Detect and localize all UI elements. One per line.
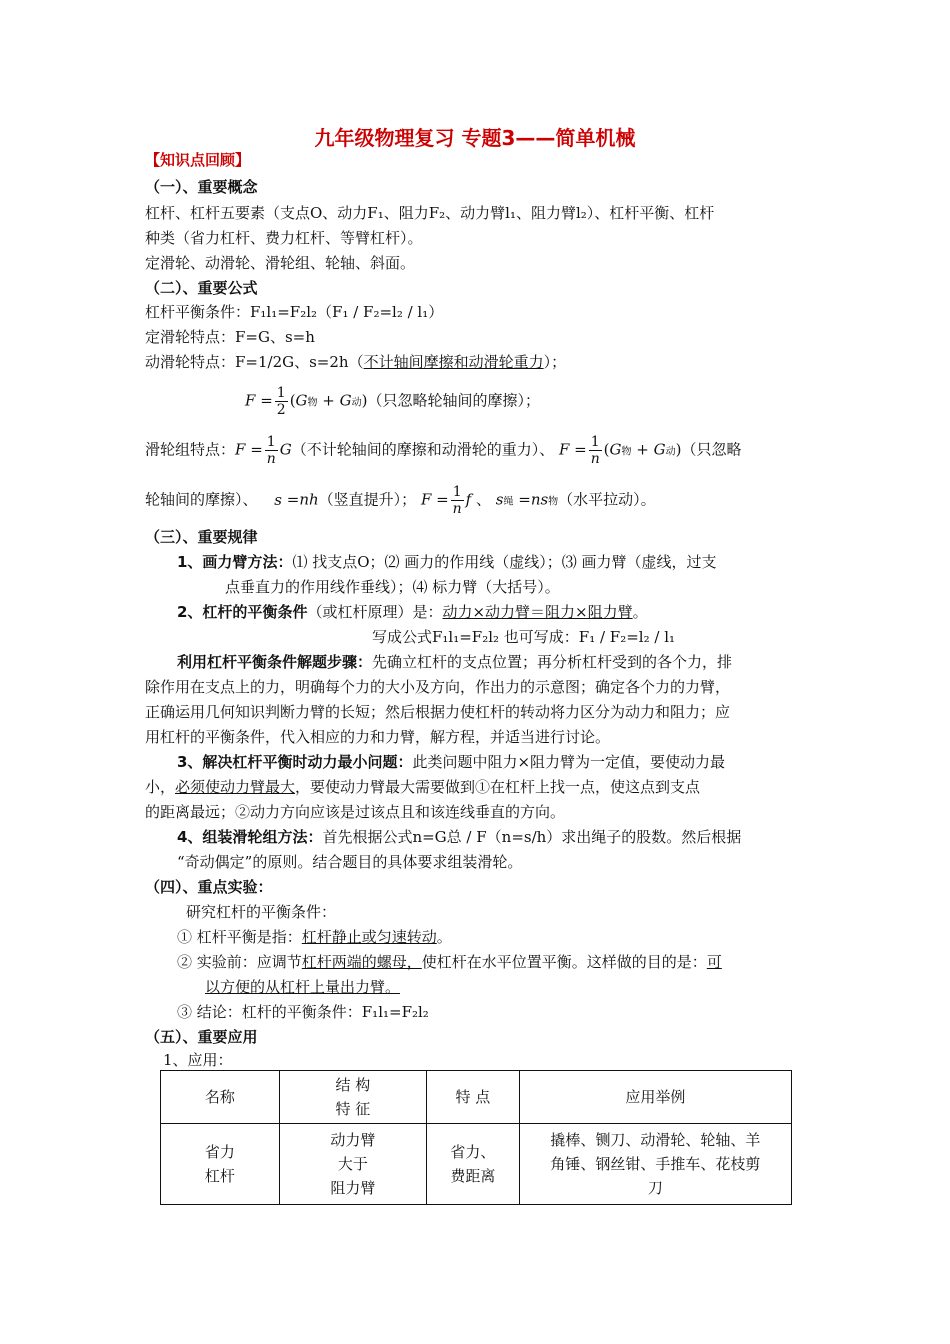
pulley-group-formula: 滑轮组特点：F = $\frac{1}{n}$ G（不计轮轴间的摩擦和动滑轮的重力）、 F = $\frac{1}{n}$ (G物 + G动)（只忽略 bbox=[145, 434, 742, 467]
rule-2-end: 。 bbox=[632, 603, 648, 621]
group-note-2: （只忽略 bbox=[681, 440, 742, 459]
section-2-heading: （二）、重要公式 bbox=[145, 279, 258, 297]
fixed-pulley-formula: 定滑轮特点：F=G、s=h bbox=[145, 328, 315, 346]
rule-2-label: 2、杠杆的平衡条件 bbox=[177, 603, 308, 621]
rule-4 bbox=[177, 827, 741, 847]
movable-pulley-formula bbox=[145, 352, 566, 372]
rule-2-formula-words: 动力×动力臂＝阻力×阻力臂 bbox=[442, 603, 633, 621]
page-title: 九年级物理复习 专题3——简单机械 bbox=[314, 126, 636, 150]
rule-4-line-2: “奇动偶定”的原则。结合题目的具体要求组装滑轮。 bbox=[177, 853, 523, 871]
concepts-line-3: 定滑轮、动滑轮、滑轮组、轮轴、斜面。 bbox=[145, 254, 416, 272]
experiment-item-1 bbox=[177, 927, 452, 947]
movable-condition: 不计轴间摩擦和动滑轮重力 bbox=[363, 353, 544, 371]
steps-text-1: 先确立杠杆的支点位置；再分析杠杆受到的各个力，排 bbox=[372, 653, 733, 671]
table-header-cell: 特 点 bbox=[427, 1071, 520, 1124]
group-cont: 轮轴间的摩擦）、 bbox=[145, 490, 258, 509]
rule-4-text-1: 首先根据公式n=G总 / F（n=s/h）求出绳子的股数。然后根据 bbox=[322, 828, 742, 846]
item-1-answer: 杠杆静止或匀速转动 bbox=[301, 928, 437, 946]
movable-suffix: ）； bbox=[543, 353, 567, 371]
experiment-item-3: ③ 结论：杠杆的平衡条件：F₁l₁=F₂l₂ bbox=[177, 1003, 429, 1021]
rule-3-text-2a: 小， bbox=[145, 778, 176, 796]
lever-balance-formula: 杠杆平衡条件：F₁l₁=F₂l₂（F₁ / F₂=l₂ / l₁） bbox=[145, 303, 444, 321]
item-2-answer-1: 杠杆两端的螺母， bbox=[301, 953, 422, 971]
applications-table bbox=[160, 1070, 792, 1205]
rule-1 bbox=[177, 552, 717, 572]
rule-3-key-point: 必须使动力臂最大 bbox=[175, 778, 296, 796]
steps-line-3: 正确运用几何知识判断力臂的长短；然后根据力使杠杆的转动将力区分为动力和阻力；应 bbox=[145, 703, 731, 721]
rule-1-label: 1、画力臂方法： bbox=[177, 553, 293, 571]
rule-2-formula: 写成公式F₁l₁=F₂l₂ 也可写成：F₁ / F₂=l₂ / l₁ bbox=[372, 628, 676, 646]
group-horizontal: （水平拉动）。 bbox=[558, 490, 656, 509]
section-4-heading: （四）、重点实验： bbox=[145, 878, 273, 896]
concepts-line-2: 种类（省力杠杆、费力杠杆、等臂杠杆）。 bbox=[145, 229, 423, 247]
table-header-cell: 应用举例 bbox=[519, 1071, 791, 1124]
item-2-mid: 使杠杆在水平位置平衡。这样做的目的是： bbox=[421, 953, 707, 971]
item-2-prefix: ② 实验前：应调节 bbox=[177, 953, 302, 971]
steps-line-4: 用杠杆的平衡条件，代入相应的力和力臂，解方程，并适当进行讨论。 bbox=[145, 728, 611, 746]
table-header-cell: 名称 bbox=[161, 1071, 280, 1124]
table-cell: 动力臂 大于 阻力臂 bbox=[279, 1124, 426, 1205]
rule-2 bbox=[177, 602, 648, 622]
rule-1-text: ⑴ 找支点O；⑵ 画力的作用线（虚线）；⑶ 画力臂（虚线，过支 bbox=[292, 553, 717, 571]
item-1-prefix: ① 杠杆平衡是指： bbox=[177, 928, 302, 946]
table-cell: 省力 杠杆 bbox=[161, 1124, 280, 1205]
steps-line-1 bbox=[177, 652, 732, 672]
rule-2-text: （或杠杆原理）是： bbox=[307, 603, 443, 621]
steps-line-2: 除作用在支点上的力，明确每个力的大小及方向，作出力的示意图；确定各个力的力臂， bbox=[145, 678, 731, 696]
movable2-note: （只忽略轮轴间的摩擦）； bbox=[367, 391, 540, 410]
experiment-item-2-cont: 以方便的从杠杆上量出力臂。 bbox=[205, 978, 401, 996]
rule-3-text-1: 此类问题中阻力×阻力臂为一定值，要使动力最 bbox=[412, 753, 726, 771]
concepts-line-1: 杠杆、杠杆五要素（支点O、动力F₁、阻力F₂、动力臂l₁、阻力臂l₂）、杠杆平衡、杠杆 bbox=[145, 204, 715, 222]
table-row bbox=[161, 1124, 792, 1205]
movable-pulley-formula-2: F = $\frac{1}{2}$ (G物 + G动)（只忽略轮轴间的摩擦）； bbox=[245, 385, 540, 418]
item-1-end: 。 bbox=[436, 928, 452, 946]
section-3-heading: （三）、重要规律 bbox=[145, 528, 258, 546]
group-prefix: 滑轮组特点： bbox=[145, 440, 236, 459]
group-note-1: （不计轮轴间的摩擦和动滑轮的重力）、 bbox=[291, 440, 555, 459]
section-1-heading: （一）、重要概念 bbox=[145, 178, 258, 196]
rule-3-text-2b: ，要使动力臂最大需要做到①在杠杆上找一点，使这点到支点 bbox=[295, 778, 701, 796]
knowledge-review-heading: 【知识点回顾】 bbox=[145, 151, 251, 169]
rule-3-line-3: 的距离最远；②动力方向应该是过该点且和该连线垂直的方向。 bbox=[145, 803, 566, 821]
application-subheading: 1、应用： bbox=[163, 1051, 233, 1069]
item-2-answer-2: 可 bbox=[706, 953, 722, 971]
rule-1-cont: 点垂直力的作用线作垂线）；⑷ 标力臂（大括号）。 bbox=[225, 578, 560, 596]
group-vertical: （竖直提升）； bbox=[318, 490, 417, 509]
steps-label: 利用杠杆平衡条件解题步骤： bbox=[177, 653, 373, 671]
rule-3-label: 3、解决杠杆平衡时动力最小问题： bbox=[177, 753, 413, 771]
table-header-row bbox=[161, 1071, 792, 1124]
table-cell: 撬棒、铡刀、动滑轮、轮轴、羊 角锤、钢丝钳、手推车、花枝剪 刀 bbox=[519, 1124, 791, 1205]
table-header-cell: 结 构 特 征 bbox=[279, 1071, 426, 1124]
table-cell: 省力、 费距离 bbox=[427, 1124, 520, 1205]
movable-prefix: 动滑轮特点：F=1/2G、s=2h（ bbox=[145, 353, 364, 371]
experiment-item-2 bbox=[177, 952, 722, 972]
experiment-intro: 研究杠杆的平衡条件： bbox=[186, 903, 337, 921]
pulley-group-formula-cont: 轮轴间的摩擦）、 s =nh（竖直提升）； F = $\frac{1}{n}$ f 、 s绳 =ns物（水平拉动）。 bbox=[145, 484, 656, 517]
section-5-heading: （五）、重要应用 bbox=[145, 1028, 258, 1046]
rule-3 bbox=[177, 752, 725, 772]
rule-3-line-2 bbox=[145, 777, 700, 797]
rule-4-label: 4、组装滑轮组方法： bbox=[177, 828, 323, 846]
